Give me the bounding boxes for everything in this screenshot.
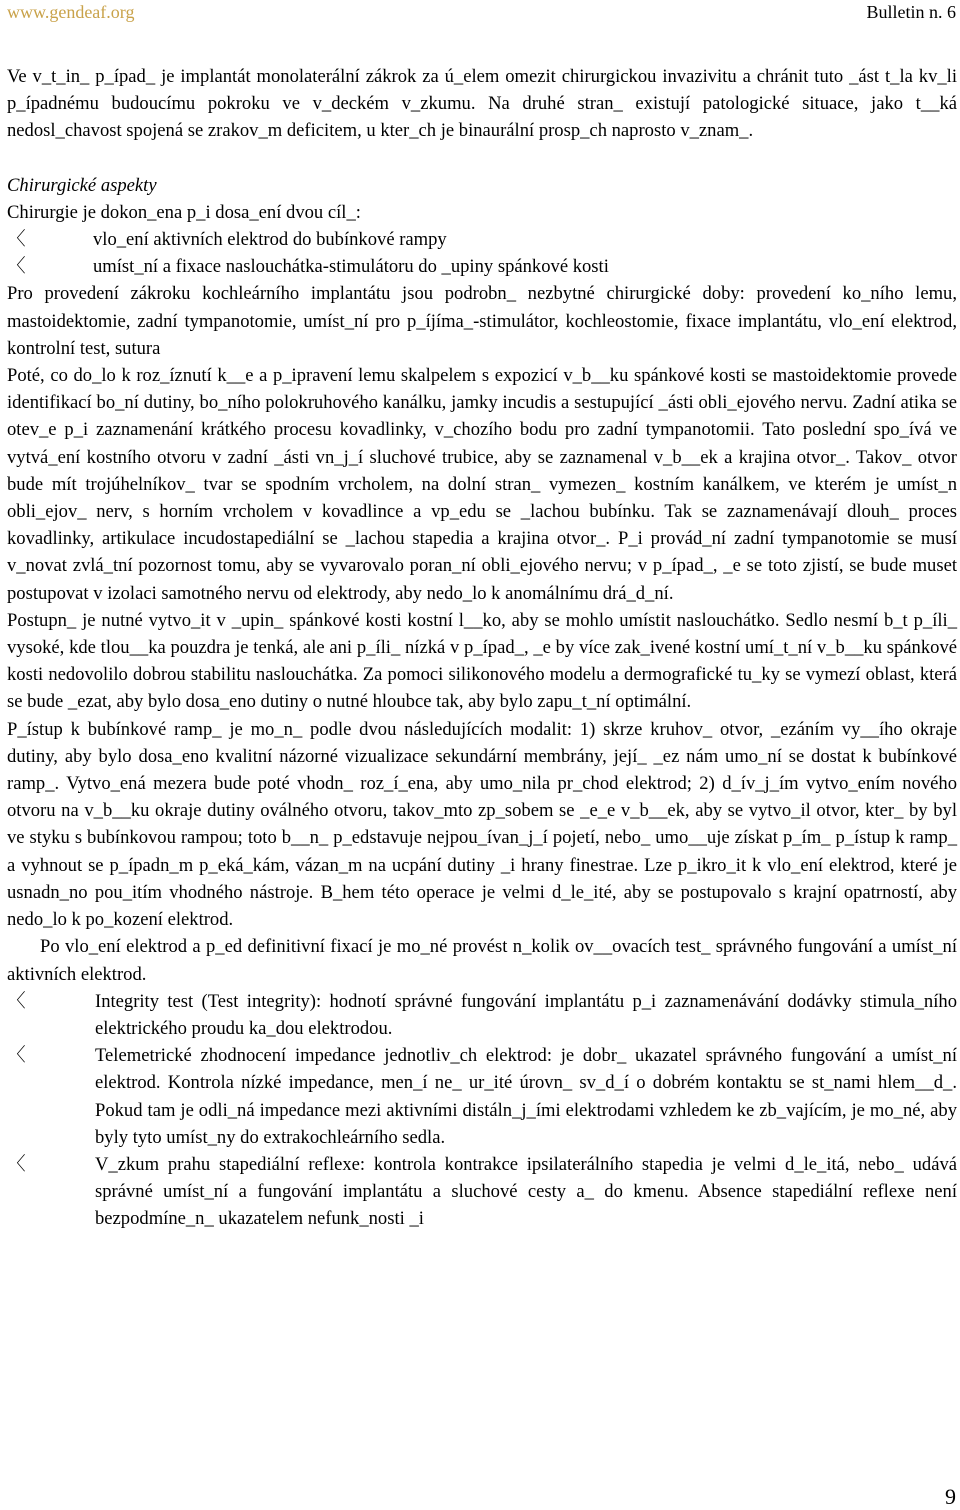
intro-paragraph: Ve v_t_in_ p_ípad_ je implantát monolaterální zákrok za ú_elem omezit chirurgickou invazivitu a chránit tuto _ást t_la kv_li p_ípadnému budoucímu pokroku ve v_deckém v_zkumu. Na druhé stran_ existují patologické situace, jako t__ká nedosl_chavost spojená se zrakov_m deficitem, u kter_ch je binaurální prosp_ch naprosto v_znam_.: [7, 66, 957, 142]
test-text: Telemetrické zhodnocení impedance jednotliv_ch elektrod: je dobr_ ukazatel správného fungování a umíst_ní elektrod. Kontrola nízké impedance, men_í ne_ ur_ité úrovn_ sv_d_í o dobrém kontaktu se st_nami hlem__d_. Pokud tam je odli_ná impedance mezi aktivními distáln_j_ími elektrodami vzhledem ke zb_vajícím, je mo_né, aby byly tyto umíst_ny do extrakochleárního sedla.: [95, 1045, 957, 1148]
test-item: [7, 988, 957, 1042]
incision-paragraph: Poté, co do_lo k roz_íznutí k__e a p_ipravení lemu skalpelem s expozicí v_b__ku spánkové kosti se mastoidektomie provede identifikací bo_ní dutiny, bo_ního polokruhového kanálku, jamky incudis a sestupující _ásti obli_ejového nervu. Zadní atika se otev_e p_i zaznamenání krátkého procesu kovadlinky, v_chozího bodu pro zadní tympanotomii. Tato poslední spo_ívá ve vytvá_ení kostního otvoru v zadní _ásti vn_j_í sluchové trubice, aby se zaznamenal v_b__ek a krajina otvor_. Takov_ otvor bude mít trojúhelníkov_ tvar se spodním vrcholem, na dolní stran_ vymezen_ kostním kanálkem, ve kterém je umíst_n obli_ejov_ nerv, s horním vrcholem v kovadlince a vp_edu se _lachou bubínku. Tak se zaznamenávají dlouh_ proces kovadlinky, artikulace incudostapediální se _lachou stapedia a krajina otvor_. P_i provád_ní zadní tympanotomie se musí v_novat zvlá_tní pozornost tomu, aby se vyvarovalo poran_ní obli_ejového nervu; v p_ípad_, _e se toto zjistí, se bude muset postupovat v izolaci samotného nervu od elektrody, aby nedo_lo k anomálnímu drá_d_ní.: [7, 365, 957, 604]
paragraph-gap: [7, 145, 957, 172]
left-angle-bracket-icon: 〈: [7, 990, 26, 1012]
site-link[interactable]: www.gendeaf.org: [7, 2, 135, 22]
left-angle-bracket-icon: 〈: [7, 229, 26, 251]
page-number: 9: [945, 1484, 956, 1509]
goal-text: vlo_ení aktivních elektrod do bubínkové rampy: [93, 229, 447, 251]
goal-item: [7, 253, 957, 280]
left-angle-bracket-icon: 〈: [7, 1153, 26, 1175]
test-text: Integrity test (Test integrity): hodnotí správné fungování implantátu p_i zaznamenávání dodávky stimula_ního elektrického proudu ka_dou elektrodou.: [95, 990, 957, 1039]
test-text: V_zkum prahu stapediální reflexe: kontrola kontrakce ipsilaterálního stapedia je velmi d_le_itá, nebo_ udává správné umíst_ní a fungování implantátu a sluchové cesty a_ do kmenu. Absence stapediální reflexe není bezpodmíne_n_ ukazatelem nefunk_nosti _i: [95, 1153, 957, 1230]
goals-intro: Chirurgie je dokon_ena p_i dosa_ení dvou cíl_:: [7, 201, 361, 223]
test-item: [7, 1151, 957, 1233]
left-angle-bracket-icon: 〈: [7, 256, 26, 278]
goal-item: [7, 226, 957, 253]
bed-paragraph: Postupn_ je nutné vytvo_it v _upin_ spánkové kosti kostní l__ko, aby se mohlo umístit naslouchátko. Sedlo nesmí b_t p_íli_ vysoké, kde tlou__ka pouzdra je tenká, ale ani p_íli_ nízká v p_ípad_, _e by více zak_ivené kostní umí_t_ní v_b__ku spánkové kosti nedovolilo dobrou stabilitu naslouchátka. Za pomoci silikonového modelu a dermografické tu_ky se vymezí oblast, která se bude _ezat, aby bylo dosa_eno dutiny o nutné hloubce tak, aby bylo zapu_t_ní optimální.: [7, 609, 957, 713]
test-item: [7, 1042, 957, 1151]
access-paragraph: P_ístup k bubínkové ramp_ je mo_n_ podle dvou následujících modalit: 1) skrze kruhov_ otvor, _ezáním vy__ího okraje dutiny, aby bylo dosa_eno kvalitní názorné vizualizace sekundární membrány, její_ _ez nám umo_ní se dostat k bubínkové ramp_. Vytvo_ená mezera bude poté vhodn_ roz_í_ena, aby umo_nila pr_chod elektrod; 2) d_ív_j_ím vytvo_ením nového otvoru na v_b__ku okraje dutiny oválného otvoru, takov_mto zp_sobem se _e_e v_b__ek, aby se vytvo_il otvor, kter_ by byl ve styku s bubínkovou rampou; toto b__n_ p_edstavuje nejpou_ívan_j_í pojetí, nebo_ umo__uje získat p_ím_ p_ístup k ramp_ a vyhnout se p_ípadn_m p_eká_kám, vázan_m na ucpání dutiny _i hrany finestrae. Lze p_ikro_it k vlo_ení elektrod, které je usnadn_no pou_itím vhodného nástroje. B_hem této operace je velmi d_le_ité, aby se postupovalo s krajní opatrností, aby nedo_lo k po_kození elektrod.: [7, 718, 957, 931]
tests-intro-paragraph: Po vlo_ení elektrod a p_ed definitivní fixací je mo_né provést n_kolik ov__ovacích test_ správného fungování a umíst_ní aktivních elektrod.: [7, 936, 957, 985]
page-header: [7, 0, 956, 30]
goal-text: umíst_ní a fixace naslouchátka-stimulátoru do _upiny spánkové kosti: [93, 256, 609, 278]
section-heading: Chirurgické aspekty: [7, 174, 157, 196]
left-angle-bracket-icon: 〈: [7, 1045, 26, 1067]
document-body: [7, 63, 957, 1233]
procedure-paragraph: Pro provedení zákroku kochleárního implantátu jsou podrobn_ nezbytné chirurgické doby: provedení ko_ního lemu, mastoidektomie, zadní tympanotomie, umíst_ní pro p_íjíma_-stimulátor, kochleostomie, fixace implantátu, vlo_ení elektrod, kontrolní test, sutura: [7, 283, 957, 359]
bulletin-label: Bulletin n. 6: [866, 2, 956, 22]
